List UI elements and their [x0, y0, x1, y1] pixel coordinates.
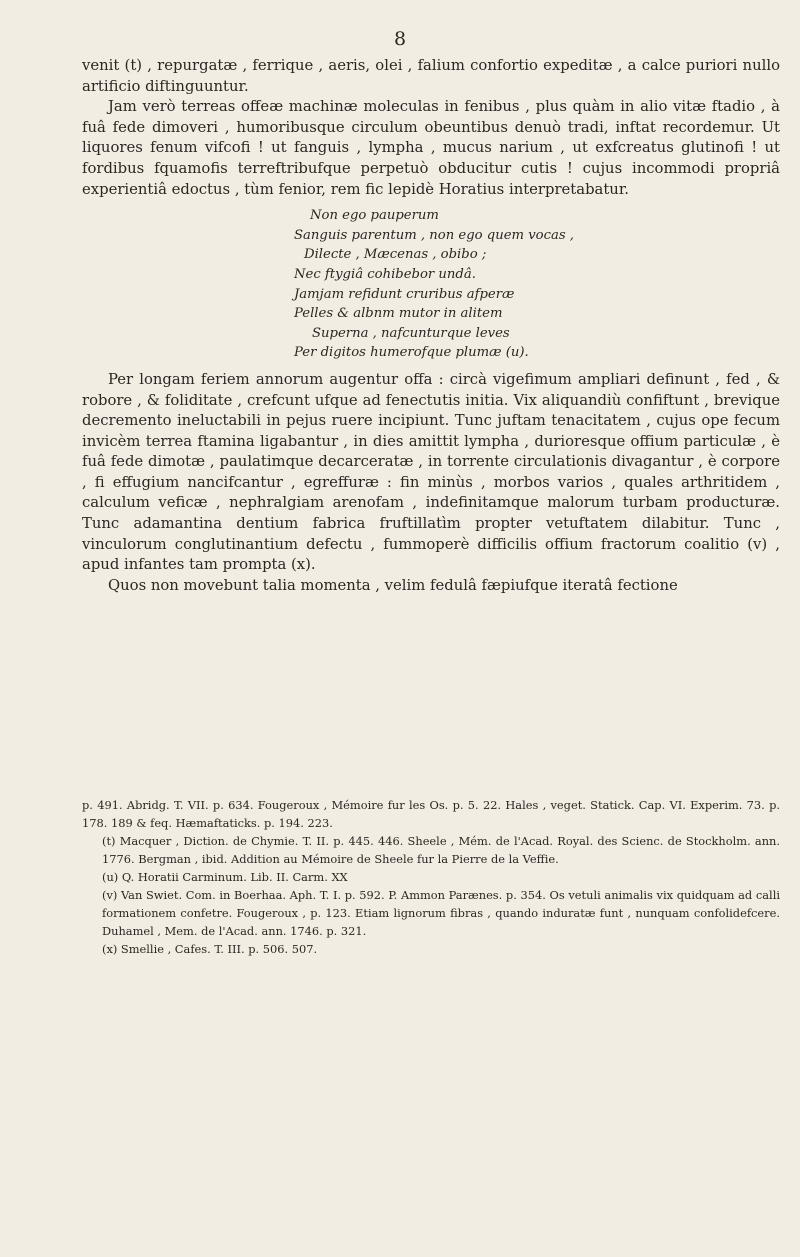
- main-text: [82, 56, 780, 596]
- footnote: (x) Smellie , Cafes. T. III. p. 506. 507.: [102, 942, 318, 956]
- poem-line: Non ego pauperum: [310, 208, 439, 224]
- poem-line: Dilecte , Mæcenas , obibo ;: [304, 247, 487, 263]
- paragraph-2: Jam verò terreas offeæ machinæ moleculas in fenibus , plus quàm in alio vitæ ftadio , à fuâ fede dimoveri , humoribusque circulum obeuntibus denuò tradi, inftat recordemur. Ut liquores fenum vifcofi ! ut fanguis , lympha , mucus narium , ut exfcreatus glutinofi ! ut fordibus fquamofis terreftribufque perpetuò obducitur cutis ! cujus incommodi propriâ experientiâ edoctus , tùm fenior, rem fic lepidè Horatius interpretabatur.: [82, 98, 780, 198]
- footnote: (v) Van Swiet. Com. in Boerhaa. Aph. T. I. p. 592. P. Ammon Parænes. p. 354. Os vetuli animalis vix quidquam ad calli formationem confetre. Fougeroux , p. 123. Etiam lignorum fibras , quando induratæ funt , nunquam confolidefcere. Duhamel , Mem. de l'Acad. ann. 1746. p. 321.: [102, 888, 780, 938]
- footnote: (t) Macquer , Diction. de Chymie. T. II. p. 445. 446. Sheele , Mém. de l'Acad. Royal. des Scienc. de Stockholm. ann. 1776. Bergman , ibid. Addition au Mémoire de Sheele fur la Pierre de la Veffie.: [102, 834, 780, 866]
- poem-line: Pelles & albnm mutor in alitem: [294, 306, 503, 322]
- poem-line: Jamjam refidunt cruribus afperæ: [294, 286, 515, 302]
- footnotes: [82, 796, 780, 958]
- poem-line: Nec ftygiâ cohibebor undâ.: [294, 266, 476, 282]
- poem-line: Per digitos humerofque plumæ (u).: [294, 345, 529, 361]
- footnote: p. 491. Abridg. T. VII. p. 634. Fougeroux , Mémoire fur les Os. p. 5. 22. Hales , veget. Statick. Cap. VI. Experim. 73. p. 178. 189 & feq. Hæmaftaticks. p. 194. 223.: [82, 798, 780, 830]
- poem-line: Sanguis parentum , non ego quem vocas ,: [294, 227, 575, 243]
- page-number: 8: [393, 28, 407, 50]
- paragraph-1: venit (t) , repurgatæ , ferrique , aeris, olei , falium confortio expeditæ , a calce puriori nullo artificio diftinguuntur.: [82, 57, 780, 95]
- paragraph-3: Per longam feriem annorum augentur offa : circà vigefimum ampliari definunt , fed , & robore , & foliditate , crefcunt ufque ad fenectutis initia. Vix aliquandiù confiftunt , brevique decremento ineluctabili in pejus ruere incipiunt. Tunc juftam tenacitatem , cujus ope fecum invicèm terrea ftamina ligabantur , in dies amittit lympha , durioresque offium particulæ , è fuâ fede dimotæ , paulatimque decarceratæ , in torrente circulationis divagantur , è corpore , fi effugium nancifcantur , egreffuræ : fin minùs , morbos varios , quales arthritidem , calculum veficæ , nephralgiam arenofam , indefinitamque malorum turbam producturæ. Tunc adamantina dentium fabrica fruftillatìm propter vetuftatem dilabitur. Tunc , vinculorum conglutinantium defectu , fummoperè difficilis offium fractorum coalitio (v) , apud infantes tam prompta (x).: [82, 370, 780, 574]
- poem-line: Superna , nafcunturque leves: [312, 325, 510, 341]
- footnote: (u) Q. Horatii Carminum. Lib. II. Carm. XX: [102, 870, 348, 884]
- paragraph-4: Quos non movebunt talia momenta , velim fedulâ fæpiufque iteratâ fectione: [108, 576, 678, 594]
- horace-poem: [294, 206, 780, 363]
